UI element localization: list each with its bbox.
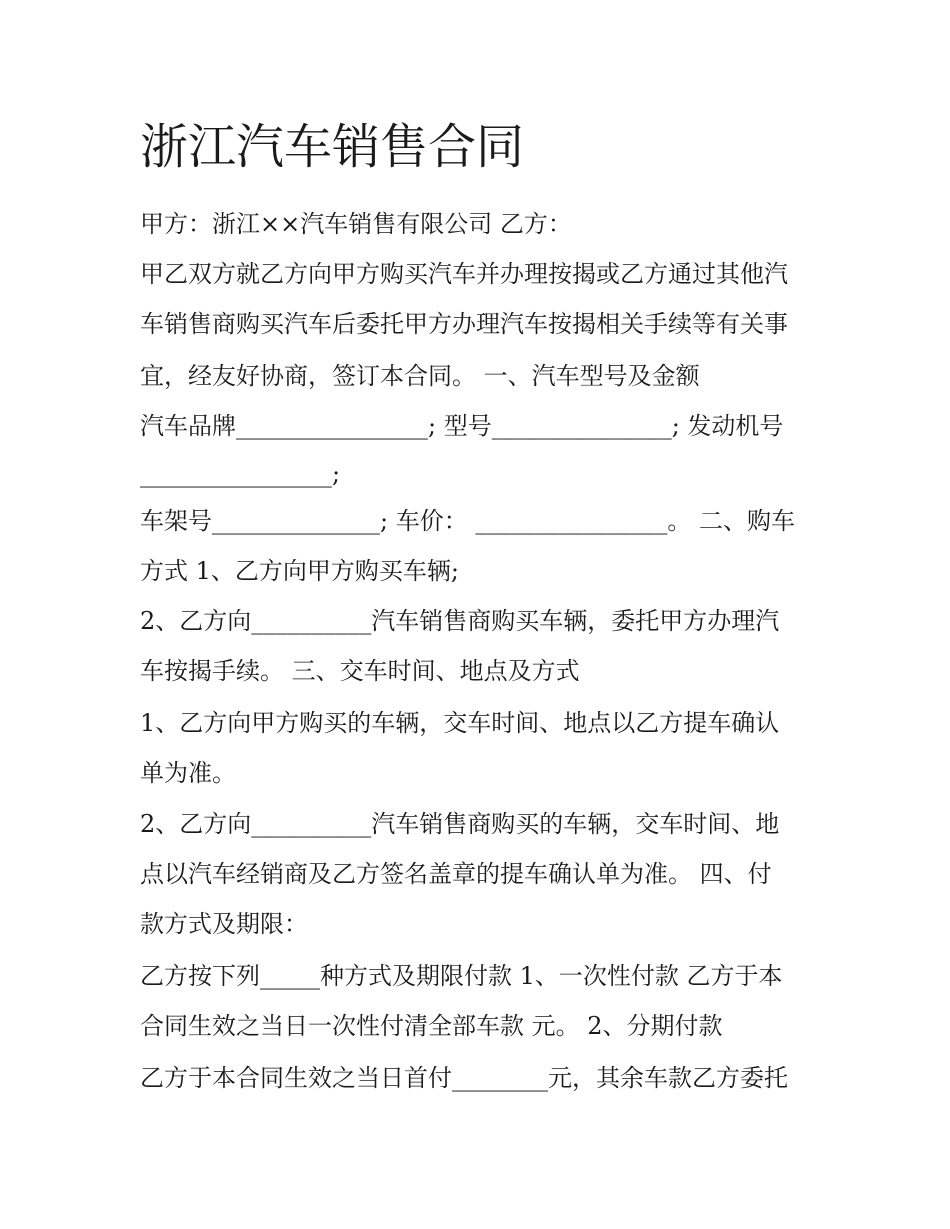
- body-text-line: 乙方按下列_____种方式及期限付款 1、一次性付款 乙方于本: [140, 962, 783, 990]
- body-text-line: 乙方于本合同生效之当日首付________元，其余车款乙方委托: [140, 1064, 788, 1092]
- body-text-line: 2、乙方向__________汽车销售商购买的车辆，交车时间、地: [140, 810, 780, 838]
- body-text-line: 单为准。: [140, 759, 236, 787]
- body-text-line: 宜，经友好协商，签订本合同。 一、汽车型号及金额: [140, 362, 700, 390]
- body-text-line: 车架号______________; 车价： ________________。 二、购车: [140, 507, 795, 535]
- body-text-line: 车按揭手续。 三、交车时间、地点及方式: [140, 657, 580, 685]
- body-text-line: 2、乙方向__________汽车销售商购买车辆，委托甲方办理汽: [140, 607, 780, 635]
- body-text-line: 1、乙方向甲方购买的车辆，交车时间、地点以乙方提车确认: [140, 709, 780, 737]
- body-text-line: 款方式及期限：: [140, 910, 308, 938]
- party-info-line: 甲方：浙江××汽车销售有限公司 乙方：: [140, 210, 572, 238]
- body-text-line: ________________;: [140, 460, 341, 488]
- body-text-line: 车销售商购买汽车后委托甲方办理汽车按揭相关手续等有关事: [140, 310, 788, 338]
- body-text-line: 方式 1、乙方向甲方购买车辆;: [140, 557, 459, 585]
- body-text-line: 点以汽车经销商及乙方签名盖章的提车确认单为准。 四、付: [140, 860, 772, 888]
- body-text-line: 合同生效之当日一次性付清全部车款 元。 2、分期付款: [140, 1012, 723, 1040]
- document-title: 浙江汽车销售合同: [140, 119, 525, 175]
- body-text-line: 汽车品牌________________; 型号_______________; 发动机号: [140, 412, 784, 440]
- body-text-line: 甲乙双方就乙方向甲方购买汽车并办理按揭或乙方通过其他汽: [140, 260, 788, 288]
